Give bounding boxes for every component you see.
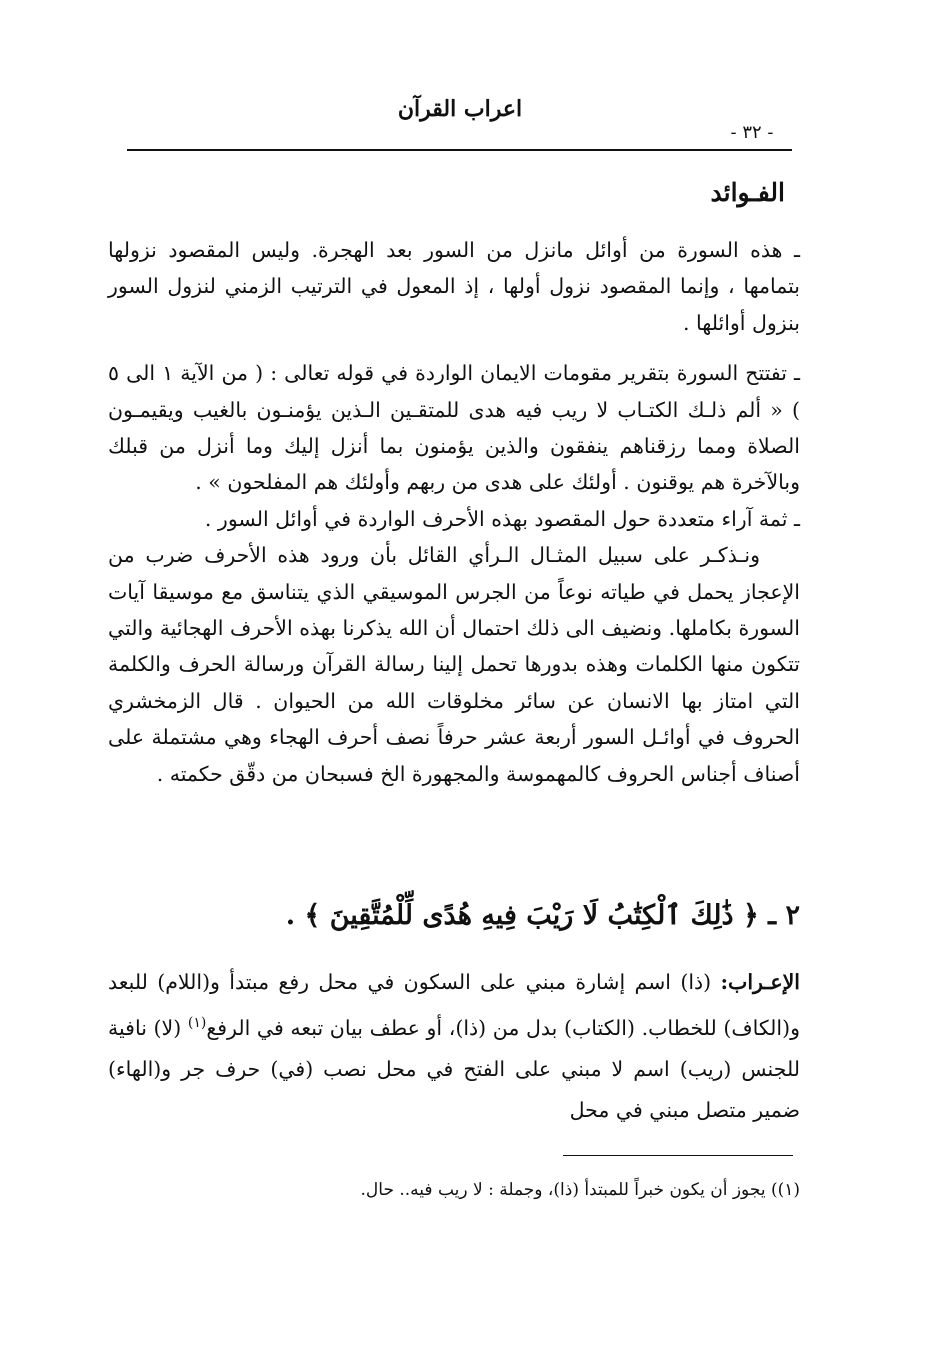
footnote-reference[interactable]: (١)	[187, 1015, 207, 1031]
benefit-paragraph: ـ هذه السورة من أوائل مانزل من السور بعد الهجرة. وليس المقصود نزولها بتمامها ، وإنما المقصود نزول أولها ، إذ المعول في الترتيب الزمني لنزول السور بنزول أوائلها .	[108, 238, 800, 335]
footnote: (١)) يجوز أن يكون خبراً للمبتدأ (ذا)، وجملة : لا ريب فيه.. حال.	[360, 1180, 800, 1200]
page-number: - ٣٢ -	[730, 122, 774, 143]
irab-paragraph	[108, 962, 800, 1131]
irab-text-part-1: (ذا) اسم إشارة مبني على السكون في محل رفع مبتدأ و(اللام) للبعد و(الكاف) للخطاب. (الكتاب) بدل من (ذا)، أو عطف بيان تبعه في الرفع	[108, 970, 800, 1040]
benefit-paragraph: ـ ثمة آراء متعددة حول المقصود بهذه الأحرف الواردة في أوائل السور .	[204, 506, 800, 531]
benefit-paragraph: ـ تفتتح السورة بتقرير مقومات الايمان الواردة في قوله تعالى : ( من الآية ١ الى ٥ ) « ألم ذلـك الكتـاب لا ريب فيه هدى للمتقـين الـذين يؤمنـون بالغيب ويقيمـون الصلاة ومما رزقناهم ينفقون والذين يؤمنون بما أنزل إليك وما أنزل من قبلك وبالآخرة هم يوقنون . أولئك على هدى من ربهم وأولئك هم المفلحون » .	[108, 361, 801, 495]
benefit-paragraph: ونـذكـر على سبيل المثـال الـرأي القائل بأن ورود هذه الأحرف ضرب من الإعجاز يحمل في طياته نوعاً من الجرس الموسيقي الذي يتناسق مع موسيقا آيات السورة بكاملها. ونضيف الى ذلك احتمال أن الله يذكرنا بهذه الأحرف الهجائية والتي تتكون منها الكلمات وهذه بدورها تحمل إلينا رسالة القرآن ورسالة الحرف والكلمة التي امتاز بها الانسان عن سائر مخلوقات الله من الحيوان . قال الزمخشري الحروف في أوائـل السور أربعة عشر حرفاً نصف أحرف الهجاء وهي مشتملة على أصناف أجناس الحروف كالمهموسة والمجهورة الخ فسبحان من دقّق حكمته .	[108, 543, 800, 786]
section-heading-benefits: الفـوائد	[710, 178, 785, 207]
irab-text-part-2: (لا) نافية للجنس (ريب) اسم لا مبني على الفتح في محل نصب (في) حرف جر و(الهاء) ضمير متصل مبني في محل	[108, 1015, 800, 1122]
running-header-title: اعراب القرآن	[397, 96, 523, 122]
footnote-divider	[563, 1155, 793, 1156]
irab-label: الإعـراب:	[720, 970, 800, 994]
benefits-section	[108, 232, 800, 806]
quran-verse: ٢ ـ ﴿ ذَٰلِكَ ٱلْكِتَٰبُ لَا رَيْبَ فِيهِ هُدًى لِّلْمُتَّقِينَ ﴾ .	[285, 900, 800, 931]
header-divider	[127, 149, 792, 151]
